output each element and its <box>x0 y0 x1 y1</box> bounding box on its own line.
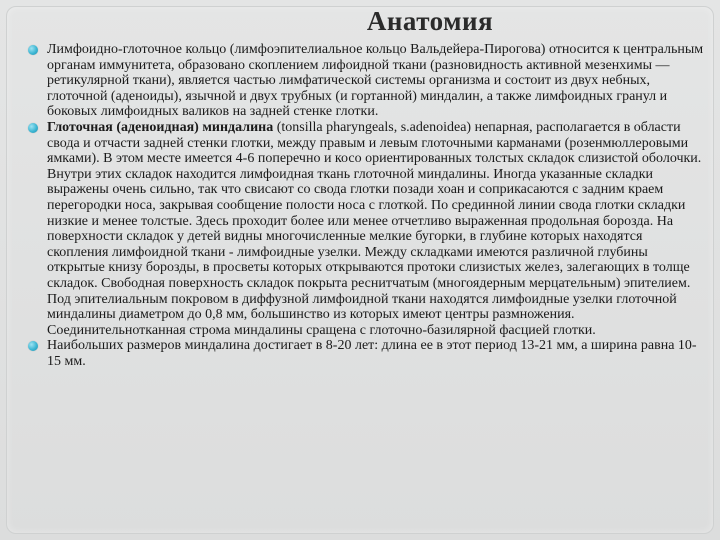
bullet-dot-icon <box>28 123 38 133</box>
bullet-item-pharyngeal-tonsil <box>28 120 704 338</box>
slide-content <box>28 42 704 369</box>
bullet-text: Наибольших размеров миндалина достигает в 8-20 лет: длина ее в этот период 13-21 мм, а ширина равна 10-15 мм. <box>47 338 697 369</box>
slide-title: Анатомия <box>366 6 494 36</box>
bullet-dot-icon <box>28 45 38 55</box>
bullet-item-tonsil-size <box>28 338 704 369</box>
bullet-dot-icon <box>28 341 38 351</box>
bullet-term: Глоточная (аденоидная) миндалина <box>47 119 274 135</box>
bullet-text: Лимфоидно-глоточное кольцо (лимфоэпителиальное кольцо Вальдейера-Пирогова) относится к центральным органам иммунитета, образовано скоплением лифоидной ткани (разновидность активной мезенхимы — ретикулярной ткани), является частью лимфатической системы организма и состоит из двух небных, глоточной (аденоиды), язычной и двух трубных (и гортанной) миндалин, а также лимфоидных гранул и боковых лимфоидных валиков на задней стенке глотки. <box>47 42 704 120</box>
bullet-text: (tonsilla pharyngeals, s.adenoidea) непарная, располагается в области свода и отчасти задней стенки глотки, между правым и левым глоточными карманами (розенмюллеровыми ямками). В этом месте имеется 4-6 поперечно и косо ориентированных толстых складок слизистой оболочки. Внутри этих складок находится лимфоидная ткань глоточной миндалины. Иногда указанные складки выражены очень сильно, так что свисают со свода глотки позади хоан и соприкасаются с задним краем перегородки носа, закрывая сообщение полости носа с глоткой. По срединной линии свода глотки складки низкие и менее толстые. Здесь проходит более или менее отчетливо выраженная продольная борозда. На поверхности складок у детей видны многочисленные мелкие бугорки, в глубине которых находятся скопления лимфоидной ткани - лимфоидные узелки. Между складками имеются различной глубины открытые книзу борозды, в просветы которых открываются протоки слизистых желез, залегающих в толще складок. Свободная поверхность складок покрыта реснитчатым (многоядерным мерцательным) эпителием. Под эпителиальным покровом в диффузной лимфоидной ткани находятся лимфоидные узелки глоточной миндалины диаметром до 0,8 мм, большинство из которых имеют центры размножения. Соединительнотканная строма миндалины сращена с глоточно-базилярной фасцией глотки. <box>47 119 702 338</box>
bullet-item-lymphoid-ring <box>28 42 704 120</box>
